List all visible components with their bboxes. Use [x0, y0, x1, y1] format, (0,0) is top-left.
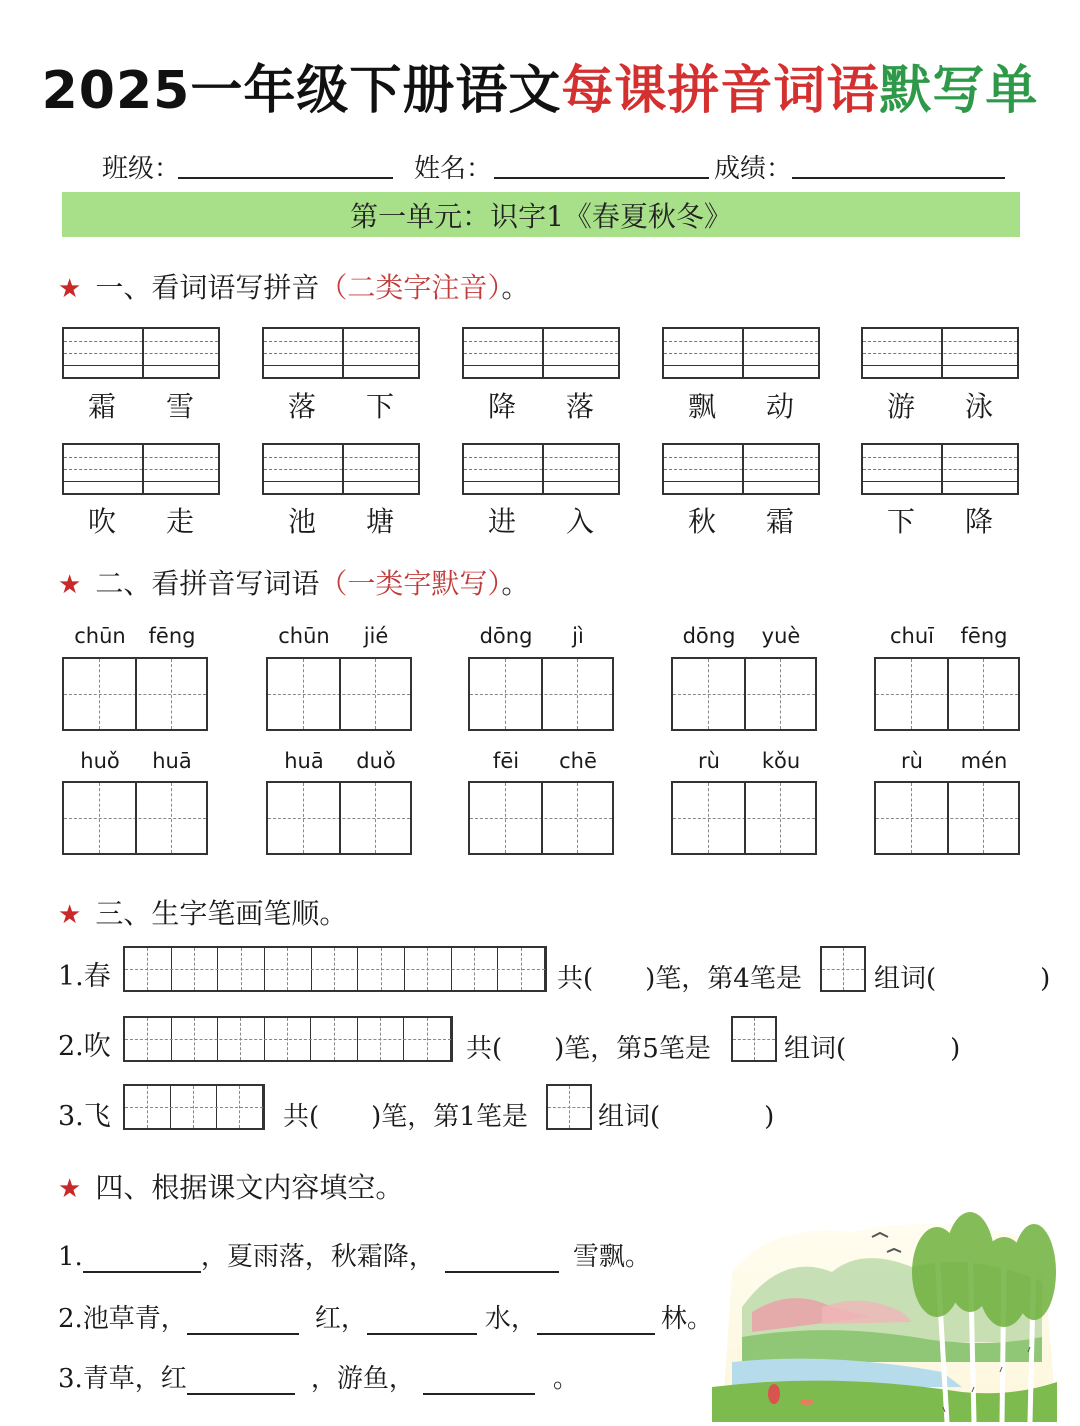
- grid-guide-line: [125, 1039, 451, 1040]
- tianzi-box[interactable]: [874, 657, 1020, 731]
- pinyin-box[interactable]: [62, 443, 220, 495]
- stroke-answer-box-1[interactable]: [820, 946, 866, 992]
- stroke-row-2-count: 共( )笔，第5笔是: [466, 1034, 711, 1064]
- unit-banner: 第一单元：识字1《春夏秋冬》: [62, 192, 1020, 237]
- landscape-illustration: [712, 1212, 1057, 1422]
- stroke-answer-box-2[interactable]: [731, 1016, 777, 1062]
- pinyin-label: jì: [572, 624, 584, 648]
- word-character: 泳: [964, 390, 993, 423]
- word-character: 飘: [687, 390, 716, 423]
- word-character: 降: [964, 505, 993, 538]
- section-3-title: 三、生字笔画笔顺。: [95, 897, 348, 930]
- pinyin-label: rù: [698, 749, 720, 773]
- word-character: 走: [165, 505, 194, 538]
- word-character: 落: [287, 390, 316, 423]
- word-character: 吹: [87, 505, 116, 538]
- pinyin-box[interactable]: [462, 327, 620, 379]
- section-3-heading: [58, 892, 347, 932]
- name-label: 姓名：: [414, 154, 493, 184]
- q3-text-start: 3.青草，红: [58, 1364, 187, 1394]
- pinyin-box[interactable]: [662, 327, 820, 379]
- stroke-row-1-word: 组词( ): [874, 964, 1051, 994]
- star-icon: ★: [58, 570, 82, 600]
- title-part-3: 默写单: [879, 61, 1039, 121]
- q3-text-b: 。: [552, 1364, 579, 1394]
- tianzi-box[interactable]: [62, 657, 208, 731]
- pinyin-box[interactable]: [262, 327, 420, 379]
- section-1-end: 。: [501, 271, 530, 304]
- pinyin-label: chūn: [74, 624, 126, 648]
- class-label: 班级：: [102, 154, 181, 184]
- section-1-note: （二类字注音）: [319, 271, 502, 304]
- word-character: 池: [287, 505, 316, 538]
- pinyin-label: dōng: [479, 624, 533, 648]
- q2-blank-2[interactable]: [367, 1309, 477, 1335]
- pinyin-label: dōng: [682, 624, 736, 648]
- pinyin-box[interactable]: [662, 443, 820, 495]
- q2-text-start: 2.池草青，: [58, 1304, 187, 1334]
- stroke-row-1-label: 1.春: [58, 961, 111, 992]
- section-1-title: 一、看词语写拼音: [95, 271, 320, 304]
- stroke-grid-1[interactable]: [123, 946, 547, 992]
- pinyin-label: chūn: [278, 624, 330, 648]
- pinyin-label: jié: [363, 624, 389, 648]
- title-part-2: 每课拼音词语: [561, 61, 880, 121]
- stroke-grid-2[interactable]: [123, 1016, 453, 1062]
- word-character: 霜: [765, 505, 794, 538]
- q1-blank-2[interactable]: [445, 1247, 559, 1273]
- score-field[interactable]: [792, 177, 1005, 179]
- pinyin-label: fēng: [960, 624, 1008, 648]
- star-icon: ★: [58, 900, 82, 930]
- stroke-row-2-word: 组词( ): [784, 1034, 961, 1064]
- word-character: 塘: [365, 505, 394, 538]
- tianzi-box[interactable]: [468, 657, 614, 731]
- stroke-grid-3[interactable]: [123, 1084, 265, 1130]
- word-character: 霜: [87, 390, 116, 423]
- q1-blank-1[interactable]: [83, 1247, 201, 1273]
- word-character: 降: [487, 390, 516, 423]
- pinyin-label: chuī: [890, 624, 934, 648]
- pinyin-label: huǒ: [80, 749, 120, 773]
- title-part-1: 2025一年级下册语文: [41, 61, 562, 121]
- section-4-title: 四、根据课文内容填空。: [95, 1171, 404, 1204]
- word-character: 雪: [165, 390, 194, 423]
- name-field[interactable]: [494, 177, 709, 179]
- section-1-heading: [58, 266, 529, 306]
- q2-blank-1[interactable]: [187, 1309, 299, 1335]
- word-character: 动: [765, 390, 794, 423]
- q1-text-b: 雪飘。: [572, 1242, 651, 1272]
- q2-text-c: 林。: [660, 1304, 713, 1334]
- q1-number: 1.: [58, 1242, 83, 1272]
- fill-question-1: [58, 1236, 651, 1273]
- pinyin-box[interactable]: [861, 443, 1019, 495]
- q3-text-a: ，游鱼，: [310, 1364, 415, 1394]
- section-4-heading: [58, 1166, 403, 1206]
- section-2-title: 二、看拼音写词语: [95, 567, 320, 600]
- fill-question-2: [58, 1298, 713, 1335]
- class-field[interactable]: [178, 177, 393, 179]
- word-character: 进: [487, 505, 516, 538]
- tianzi-box[interactable]: [468, 781, 614, 855]
- pinyin-label: fēng: [148, 624, 196, 648]
- star-icon: ★: [58, 1174, 82, 1204]
- q2-blank-3[interactable]: [537, 1309, 655, 1335]
- pinyin-label: yuè: [761, 624, 801, 648]
- fill-question-3: [58, 1358, 579, 1395]
- pinyin-label: kǒu: [761, 749, 801, 773]
- grid-guide-line: [125, 1107, 263, 1108]
- pinyin-box[interactable]: [262, 443, 420, 495]
- pinyin-label: fēi: [492, 749, 520, 773]
- section-2-end: 。: [501, 567, 530, 600]
- tianzi-box[interactable]: [874, 781, 1020, 855]
- tianzi-box[interactable]: [266, 781, 412, 855]
- pinyin-label: mén: [960, 749, 1008, 773]
- word-character: 游: [886, 390, 915, 423]
- pinyin-box[interactable]: [462, 443, 620, 495]
- stroke-row-3-word: 组词( ): [598, 1102, 775, 1132]
- pinyin-label: huā: [152, 749, 192, 773]
- q2-text-a: 红，: [314, 1304, 367, 1334]
- section-2-note: （一类字默写）: [319, 567, 502, 600]
- word-character: 下: [365, 390, 394, 423]
- q1-text-a: ，夏雨落，秋霜降，: [200, 1242, 435, 1272]
- stroke-row-3-label: 3.飞: [58, 1101, 111, 1132]
- q3-blank-2[interactable]: [423, 1369, 535, 1395]
- word-character: 落: [565, 390, 594, 423]
- stroke-row-2-label: 2.吹: [58, 1031, 111, 1062]
- page-title: [0, 48, 1080, 123]
- pinyin-label: rù: [901, 749, 923, 773]
- stroke-row-1-count: 共( )笔，第4笔是: [557, 964, 802, 994]
- pinyin-box[interactable]: [861, 327, 1019, 379]
- section-2-heading: [58, 562, 529, 602]
- word-character: 下: [886, 505, 915, 538]
- tianzi-box[interactable]: [671, 657, 817, 731]
- word-character: 秋: [687, 505, 716, 538]
- word-character: 入: [565, 505, 594, 538]
- star-icon: ★: [58, 274, 82, 304]
- pinyin-label: duǒ: [356, 749, 396, 773]
- q3-blank-1[interactable]: [187, 1369, 295, 1395]
- tianzi-box[interactable]: [62, 781, 208, 855]
- score-label: 成绩：: [714, 154, 793, 184]
- q2-text-b: 水，: [484, 1304, 537, 1334]
- pinyin-box[interactable]: [62, 327, 220, 379]
- tianzi-box[interactable]: [671, 781, 817, 855]
- pinyin-label: chē: [559, 749, 597, 773]
- pinyin-label: huā: [284, 749, 324, 773]
- stroke-answer-box-3[interactable]: [546, 1084, 592, 1130]
- tianzi-box[interactable]: [266, 657, 412, 731]
- stroke-row-3-count: 共( )笔，第1笔是: [283, 1102, 528, 1132]
- grid-guide-line: [125, 969, 545, 970]
